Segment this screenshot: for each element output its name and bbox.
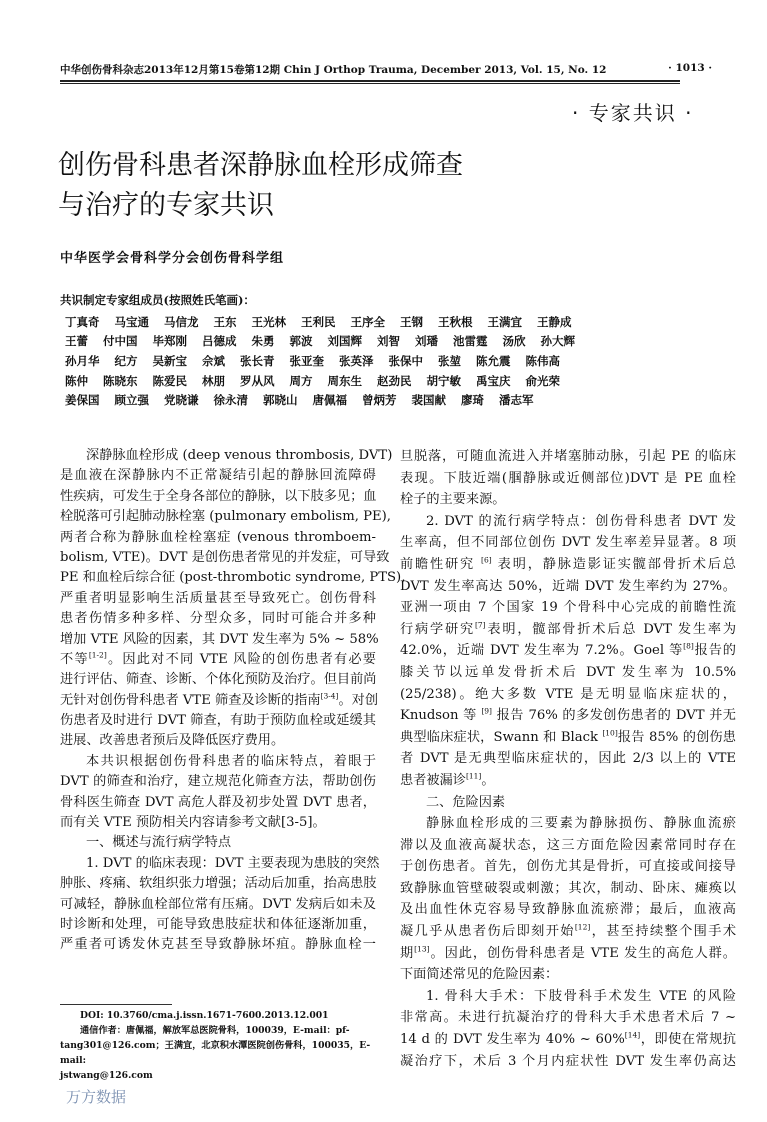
text-segment: 下面简述常见的危险因素：: [400, 967, 559, 983]
text-segment: 亚洲一项由 7 个国家 19 个骨科中心完成的前瞻性流: [400, 600, 736, 616]
text-segment: 进展、改善患者预后及降低医疗费用。: [60, 733, 285, 749]
text-segment: 及出血性休克容易导致静脉血流瘀滞；最后，血液高: [400, 902, 736, 918]
member-list: [65, 312, 575, 410]
text-segment: 时诊断和处理，可能导致患肢症状和体征逐渐加重，: [60, 916, 376, 932]
member-name: 马信龙: [164, 314, 199, 329]
text-line: [400, 511, 736, 533]
author-group: 中华医学会骨科学分会创伤骨科学组: [60, 251, 285, 266]
title-line: 与治疗的专家共识: [58, 190, 274, 221]
text-segment: Knudson 等: [400, 708, 482, 724]
text-line: [60, 568, 406, 588]
text-line: [400, 835, 736, 857]
text-line: [60, 895, 376, 915]
text-segment: 一、概述与流行病学特点: [86, 835, 232, 851]
citation-ref: [10]: [602, 728, 618, 738]
text-segment: 旦脱落，可随血流进入并堵塞肺动脉，引起 PE 的临床: [400, 449, 736, 464]
member-name: 张保中: [388, 353, 423, 368]
text-segment: 两者合称为静脉血栓栓塞症 (venous thromboem-: [60, 529, 376, 545]
text-line: [400, 770, 736, 792]
text-segment: 者 DVT 是无典型临床症状的，因此 2/3 以上的 VTE: [400, 751, 736, 767]
text-segment: 1. 骨科大手术：下肢骨科手术发生 VTE 的风险: [426, 988, 736, 1004]
text-segment: 于创伤患者。首先，创伤尤其是骨折，可直接或间接导: [400, 859, 736, 875]
member-name: 姜保国: [65, 393, 100, 408]
text-segment: 进行评估、筛查、诊断、个体化预防及治疗。但目前尚: [60, 672, 377, 688]
member-row: [65, 371, 565, 391]
text-segment: 而有关 VTE 预防相关内容请参考文献[3-5]。: [60, 815, 326, 831]
member-name: 张亚奎: [289, 353, 324, 368]
text-line: [400, 748, 736, 770]
member-name: 吴新宝: [152, 353, 187, 368]
member-name: 张英泽: [339, 353, 374, 368]
left-column: [60, 446, 406, 956]
text-segment: 增加 VTE 风险的因素，其 DVT 发生率为 5% ~ 58%: [60, 631, 379, 647]
text-segment: 2. DVT 的流行病学特点：创伤骨科患者 DVT 发: [426, 513, 736, 529]
text-line: [60, 874, 376, 894]
text-line: [60, 813, 376, 833]
member-name: 王满宜: [487, 314, 522, 329]
member-name: 汤欣: [502, 334, 526, 349]
member-name: 马宝通: [114, 314, 149, 329]
correspondence-line: jstwang@126.com: [60, 1070, 153, 1081]
text-line: [60, 528, 376, 548]
text-segment: 14 d 的 DVT 发生率为 40% ~ 60%: [400, 1032, 625, 1048]
text-line: [60, 548, 390, 568]
member-name: 纪方: [114, 353, 138, 368]
citation-ref: [3-4]: [320, 691, 339, 701]
text-segment: 典型临床症状，Swann 和 Black: [400, 729, 603, 745]
member-row: [65, 312, 572, 332]
citation-ref: [7]: [474, 620, 486, 630]
text-segment: (25/238)。绝大多数 VTE 是无明显临床症状的，: [400, 686, 736, 702]
text-segment: DVT 的筛查和治疗，建立规范化筛查方法，帮助创伤: [60, 774, 376, 790]
right-column: [400, 446, 736, 1072]
text-line: [400, 986, 736, 1008]
article-title: [58, 146, 463, 226]
text-segment: 肿胀、疼痛、软组织张力增强；活动后加重，抬高患肢: [60, 876, 377, 892]
text-segment: 。: [481, 772, 495, 788]
member-name: 裴国献: [411, 393, 446, 408]
member-name: 朱勇: [251, 334, 275, 349]
text-segment: 。对创: [338, 692, 379, 708]
text-segment: 滞以及血液高凝状态，这三方面危险因素常同时存在: [400, 837, 736, 853]
text-line: [400, 532, 736, 554]
text-line: [400, 943, 736, 965]
text-line: [60, 466, 376, 486]
text-segment: 报告 76% 的多发创伤患者的 DVT 并无: [491, 708, 736, 724]
text-line: [60, 670, 376, 690]
member-name: 王静成: [537, 314, 572, 329]
member-name: 罗从风: [240, 373, 275, 388]
member-name: 周方: [289, 373, 313, 388]
text-segment: 静脉血栓形成的三要素为静脉损伤、静脉血流瘀: [426, 816, 736, 832]
text-segment: PE 和血栓后综合征 (post-thrombotic syndrome, PTS),: [60, 570, 406, 586]
text-line: [60, 711, 376, 731]
member-name: 刘国辉: [327, 334, 362, 349]
text-line: [60, 935, 376, 955]
text-line: [60, 487, 376, 507]
text-line: [60, 446, 393, 466]
text-segment: 42.0%，近端 DVT 发生率为 7.2%。Goel 等: [400, 643, 684, 659]
text-segment: 膝关节以远单发骨折术后 DVT 发生率为 10.5%: [400, 664, 736, 680]
member-name: 赵劲民: [377, 373, 412, 388]
text-segment: 表明，静脉造影证实髋部骨折术后总: [491, 556, 736, 572]
member-name: 孙大辉: [540, 334, 575, 349]
text-line: [400, 554, 736, 576]
text-segment: 凝治疗下，术后 3 个月内症状性 DVT 发生率仍高达: [400, 1053, 736, 1069]
text-segment: 凝几乎从患者伤后即刻开始: [400, 924, 575, 940]
citation-ref: [14]: [624, 1030, 641, 1040]
text-segment: 深静脉血栓形成 (deep venous thrombosis, DVT): [86, 448, 393, 463]
text-segment: 不等: [60, 651, 89, 667]
text-segment: 表明，髋部骨折术后总 DVT 发生率为: [485, 621, 737, 637]
member-name: 吕德成: [202, 334, 237, 349]
text-segment: 期: [400, 945, 415, 961]
text-line: [60, 752, 376, 772]
text-line: [400, 684, 736, 706]
member-name: 曾炳芳: [362, 393, 397, 408]
text-line: [60, 854, 380, 874]
member-name: 张堃: [438, 353, 461, 368]
journal-citation: 中华创伤骨科杂志2013年12月第15卷第12期 Chin J Orthop Trauma, December 2013, Vol. 15, No. 12: [60, 64, 607, 76]
correspondence-line: tang301@126.com；王满宜，北京积水潭医院创伤骨科，100035，E-mail:: [60, 1040, 371, 1066]
text-line: [60, 915, 376, 935]
text-segment: 栓脱落可引起肺动脉栓塞 (pulmonary embolism, PE),: [60, 509, 391, 525]
footnote: [60, 1008, 390, 1083]
text-line: [400, 792, 736, 814]
member-name: 毕郑刚: [152, 334, 187, 349]
text-segment: 。因此，创伤骨科患者是 VTE 发生的高危人群。: [429, 945, 736, 961]
text-segment: 1. DVT 的临床表现：DVT 主要表现为患肢的突然: [86, 855, 380, 871]
text-line: [400, 489, 736, 511]
member-name: 陈伟高: [525, 353, 560, 368]
member-row: [65, 390, 565, 410]
text-line: [400, 964, 736, 986]
text-line: [400, 619, 736, 641]
text-segment: 可减轻，静脉血栓部位常有压痛。DVT 发病后如未及: [60, 896, 376, 912]
text-segment: 严重者明显影响生活质量甚至导致死亡。创伤骨科: [60, 590, 376, 606]
member-name: 丁真奇: [65, 314, 100, 329]
text-line: [60, 609, 376, 629]
member-name: 付中国: [103, 334, 138, 349]
header-rule: [60, 80, 680, 84]
member-name: 林朋: [202, 373, 225, 388]
text-line: [400, 856, 736, 878]
text-segment: 报告的: [693, 643, 736, 659]
member-name: 王利民: [301, 314, 336, 329]
member-name: 俞光荣: [525, 373, 560, 388]
text-line: [400, 921, 736, 943]
text-segment: 性疾病，可发生于全身各部位的静脉，以下肢多见；血: [60, 488, 377, 504]
text-line: [400, 1029, 736, 1051]
member-name: 王光林: [251, 314, 286, 329]
member-name: 刘智: [377, 334, 400, 349]
citation-ref: [13]: [414, 944, 430, 954]
member-name: 顾立强: [114, 393, 149, 408]
member-name: 徐永清: [213, 393, 248, 408]
member-name: 郭波: [289, 334, 313, 349]
text-line: [60, 772, 376, 792]
member-name: 潘志军: [499, 393, 534, 408]
text-segment: 非常高。未进行抗凝治疗的骨科大手术患者术后 7 ~: [400, 1010, 736, 1026]
member-name: 禹宝庆: [476, 373, 511, 388]
footnote-rule: [60, 1004, 172, 1005]
member-row: [65, 332, 575, 352]
citation-ref: [6]: [481, 555, 492, 565]
text-segment: bolism, VTE)。DVT 是创伤患者常见的并发症，可导致: [60, 549, 390, 565]
text-segment: 行病学研究: [400, 621, 475, 637]
text-line: [60, 691, 379, 711]
text-line: [400, 446, 736, 468]
text-line: [60, 793, 376, 813]
text-line: [400, 576, 736, 598]
text-line: [400, 1051, 736, 1073]
text-segment: 报告 85% 的创伤患: [617, 729, 736, 745]
text-segment: 骨科医生筛查 DVT 高危人群及初步处置 DVT 患者，: [60, 794, 376, 810]
text-segment: 前瞻性研究: [400, 556, 482, 572]
member-name: 周东生: [327, 373, 362, 388]
text-line: [60, 731, 376, 751]
member-name: 王秋根: [438, 314, 473, 329]
text-line: [400, 597, 736, 619]
text-line: [60, 630, 379, 650]
text-line: [60, 833, 376, 853]
member-name: 王钢: [400, 314, 423, 329]
page-number: · 1013 ·: [668, 62, 712, 74]
text-segment: 是血液在深静脉内不正常凝结引起的静脉回流障碍: [60, 468, 376, 484]
text-segment: ，甚至持续整个围手术: [590, 924, 737, 940]
text-line: [400, 468, 736, 490]
title-line: 创伤骨科患者深静脉血栓形成筛查: [58, 150, 463, 181]
text-segment: 无针对创伤骨科患者 VTE 筛查及诊断的指南: [60, 692, 321, 708]
member-name: 池雷霆: [453, 334, 488, 349]
members-heading: 共识制定专家组成员(按照姓氏笔画)：: [60, 293, 255, 307]
doi: DOI: 10.3760/cma.j.issn.1671-7600.2013.12.001: [80, 1010, 329, 1021]
text-segment: 。因此对不同 VTE 风险的创伤患者有必要: [106, 651, 376, 667]
text-line: [400, 662, 736, 684]
citation-ref: [11]: [465, 771, 482, 781]
text-line: [400, 878, 736, 900]
text-segment: 栓子的主要来源。: [400, 492, 506, 508]
text-segment: 致静脉血管壁破裂或刺激；其次，制动、卧床、瘫痪以: [400, 880, 736, 896]
member-name: 刘璠: [415, 334, 438, 349]
member-name: 王东: [213, 314, 237, 329]
watermark: 万方数据: [66, 1088, 127, 1106]
text-segment: 表现。下肢近端(腘静脉或近侧部位)DVT 是 PE 血栓: [400, 470, 736, 486]
member-name: 陈仲: [65, 373, 88, 388]
text-line: [400, 705, 736, 727]
member-name: 党晓谦: [164, 393, 199, 408]
text-segment: 本共识根据创伤骨科患者的临床特点，着眼于: [86, 753, 376, 769]
member-name: 王蕾: [65, 334, 88, 349]
correspondence-line: 通信作者：唐佩福，解放军总医院骨科，100039，E-mail：pf-: [80, 1025, 350, 1036]
citation-ref: [1-2]: [88, 650, 107, 660]
member-name: 廖琦: [461, 393, 484, 408]
member-name: 张长青: [240, 353, 275, 368]
text-segment: 患者被漏诊: [400, 772, 466, 788]
member-name: 王序全: [350, 314, 385, 329]
member-name: 陈爱民: [152, 373, 187, 388]
text-line: [400, 640, 736, 662]
member-name: 孙月华: [65, 353, 100, 368]
member-name: 陈晓东: [103, 373, 138, 388]
text-line: [60, 589, 376, 609]
column-tag: · 专家共识 ·: [572, 101, 694, 125]
text-segment: 生率高，但不同部位创伤 DVT 发生率差异显著。8 项: [400, 535, 736, 551]
member-name: 郭晓山: [263, 393, 298, 408]
text-segment: 患者伤情多种多样、分型众多，同时可能合并多种: [60, 611, 376, 627]
member-name: 胡宁敏: [426, 373, 461, 388]
text-segment: 伤患者及时进行 DVT 筛查，有助于预防血栓或延缓其: [60, 713, 376, 729]
citation-ref: [12]: [574, 922, 591, 932]
text-segment: DVT 发生率高达 50%，近端 DVT 发生率约为 27%。: [400, 578, 736, 594]
text-line: [400, 727, 736, 749]
text-line: [60, 507, 391, 527]
text-line: [400, 899, 736, 921]
text-segment: 二、危险因素: [426, 794, 506, 810]
citation-ref: [8]: [683, 641, 694, 651]
member-name: 唐佩福: [312, 393, 347, 408]
text-segment: 严重者可诱发休克甚至导致静脉坏疽。静脉血栓一: [60, 937, 376, 953]
text-line: [400, 1007, 736, 1029]
text-line: [400, 813, 736, 835]
member-row: [65, 351, 565, 371]
member-name: 佘斌: [202, 353, 225, 368]
text-line: [60, 650, 376, 670]
member-name: 陈允震: [476, 353, 511, 368]
running-header: [60, 62, 740, 78]
citation-ref: [9]: [481, 706, 492, 716]
text-segment: ，即使在常规抗: [640, 1032, 736, 1048]
